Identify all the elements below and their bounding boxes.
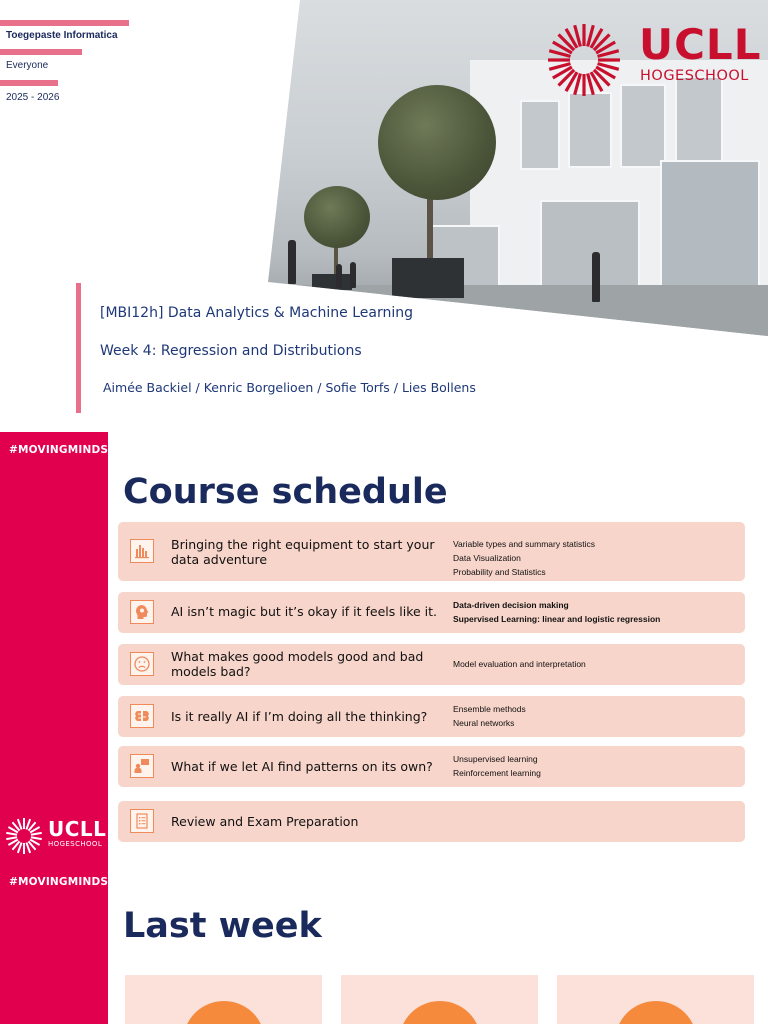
title-slide	[0, 0, 768, 418]
meta-divider	[0, 80, 58, 86]
slide-title: Course schedule	[123, 472, 448, 512]
meta-divider	[0, 20, 129, 26]
course-schedule-slide	[0, 432, 768, 864]
week-title: Week 4: Regression and Distributions	[100, 343, 362, 359]
topic: Ensemble methods	[453, 704, 526, 714]
last-week-slide	[0, 864, 768, 1024]
schedule-item-topics	[453, 752, 743, 780]
authors: Aimée Backiel / Kenric Borgelioen / Sofie Torfs / Lies Bollens	[103, 380, 476, 395]
slide-title: Last week	[123, 906, 322, 946]
card-circle-icon	[615, 1001, 697, 1024]
topic: Data Visualization	[453, 553, 521, 563]
topic: Unsupervised learning	[453, 754, 538, 764]
topic: Neural networks	[453, 718, 515, 728]
checklist-icon	[130, 809, 154, 833]
schedule-item-topics	[453, 657, 743, 671]
card-circle-icon	[183, 1001, 265, 1024]
logo-wordmark: UCLL	[48, 817, 107, 841]
schedule-row	[118, 801, 745, 842]
summary-card	[341, 975, 538, 1024]
sad-face-icon	[130, 652, 154, 676]
schedule-item-title: What if we let AI find patterns on its own?	[171, 759, 433, 774]
head-gear-icon	[130, 600, 154, 624]
brain-icon	[130, 704, 154, 728]
schedule-item-topics	[453, 702, 743, 730]
schedule-row	[118, 644, 745, 685]
ucll-logo	[4, 816, 107, 856]
card-circle-icon	[399, 1001, 481, 1024]
sidebar	[0, 864, 108, 1024]
logo-subtitle: HOGESCHOOL	[48, 840, 103, 848]
schedule-item-title: Bringing the right equipment to start your data adventure	[171, 537, 435, 567]
course-title: [MBI12h] Data Analytics & Machine Learning	[100, 305, 413, 321]
schedule-item-title: Review and Exam Preparation	[171, 814, 359, 829]
title-accent-bar	[76, 283, 81, 413]
moving-minds-tag: #MOVINGMINDS	[9, 876, 109, 888]
schedule-row-current	[118, 592, 745, 633]
schedule-row	[118, 746, 745, 787]
schedule-row	[118, 522, 745, 581]
sunburst-logo-icon	[4, 816, 44, 856]
topic: Reinforcement learning	[453, 768, 541, 778]
bar-chart-icon	[130, 539, 154, 563]
academic-year-label: 2025 - 2026	[6, 92, 60, 103]
meta-divider	[0, 49, 82, 55]
schedule-item-title: What makes good models good and bad models bad?	[171, 649, 424, 679]
schedule-item-topics	[453, 537, 743, 579]
schedule-item-title: AI isn’t magic but it’s okay if it feels like it.	[171, 604, 438, 619]
logo-wordmark: UCLL	[639, 20, 762, 69]
topic: Probability and Statistics	[453, 567, 546, 577]
summary-card	[125, 975, 322, 1024]
topic: Variable types and summary statistics	[453, 539, 596, 549]
moving-minds-tag: #MOVINGMINDS	[9, 444, 109, 456]
audience-label: Everyone	[6, 60, 49, 71]
presenter-icon	[130, 754, 154, 778]
topic: Supervised Learning: linear and logistic regression	[453, 614, 661, 624]
summary-card	[557, 975, 754, 1024]
logo-subtitle: HOGESCHOOL	[640, 68, 749, 84]
topic: Data-driven decision making	[453, 600, 569, 610]
schedule-row	[118, 696, 745, 737]
sidebar	[0, 432, 108, 864]
schedule-item-topics	[453, 598, 743, 626]
sunburst-logo-icon	[544, 22, 628, 98]
department-label: Toegepaste Informatica	[6, 30, 118, 41]
ucll-logo	[544, 22, 760, 98]
topic: Model evaluation and interpretation	[453, 659, 586, 669]
schedule-item-title: Is it really AI if I’m doing all the thinking?	[171, 709, 428, 724]
